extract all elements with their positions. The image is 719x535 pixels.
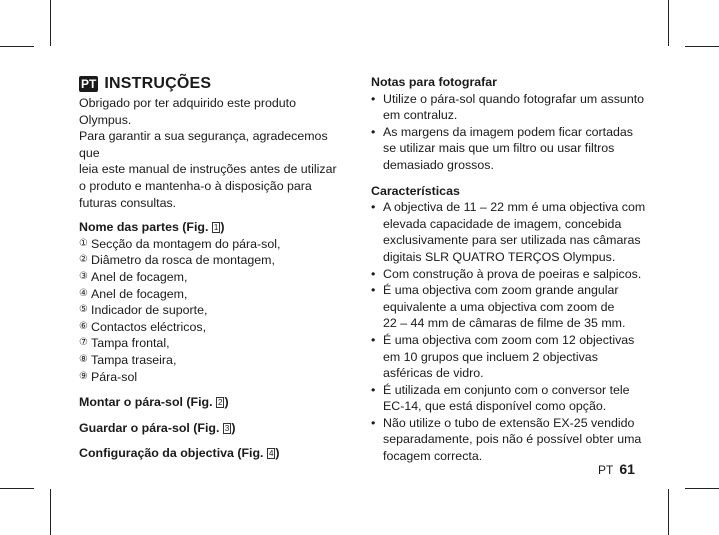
feature-line: A objectiva de 11 – 22 mm é uma objectiva com <box>383 200 646 215</box>
store-hood-heading <box>79 420 351 437</box>
part-label: Anel de focagem, <box>91 286 188 301</box>
lens-config-heading-close: ) <box>275 446 280 461</box>
feature-line: Com construção à prova de poeiras e salpicos. <box>383 266 642 281</box>
intro-line: Para garantir a sua segurança, agradecemos que <box>79 129 328 160</box>
feature-item <box>371 382 647 415</box>
intro-line: leia este manual de instruções antes de utilizar <box>79 162 337 177</box>
note-line: em contraluz. <box>383 108 458 123</box>
part-number: ① <box>79 237 88 249</box>
crop-mark <box>668 0 669 46</box>
title-row <box>79 74 351 94</box>
part-number: ⑨ <box>79 370 88 382</box>
intro-paragraph <box>79 95 351 211</box>
feature-line: É utilizada em conjunto com o conversor tele <box>383 382 630 397</box>
part-label: Tampa traseira, <box>91 352 177 367</box>
fig-ref-1: 1 <box>213 223 219 233</box>
features-list <box>371 199 647 465</box>
page-title: INSTRUÇÕES <box>104 74 212 92</box>
feature-line: em 10 grupos que incluem 2 objectivas <box>383 349 598 364</box>
feature-line: exclusivamente para ser utilizada nas câmaras <box>383 233 641 248</box>
fig-ref-2: 2 <box>218 398 223 408</box>
feature-line: separadamente, pois não é possível obter uma <box>383 432 642 447</box>
fig-ref-4: 4 <box>268 449 274 459</box>
part-label: Diâmetro da rosca de montagem, <box>91 253 275 268</box>
feature-item <box>371 266 647 283</box>
feature-line: asféricas de vidro. <box>383 366 484 381</box>
part-label: Secção da montagem do pára-sol, <box>91 236 281 251</box>
bullet-mark: • <box>371 124 376 139</box>
crop-mark <box>50 0 51 46</box>
part-item <box>79 369 351 386</box>
crop-mark <box>685 488 719 489</box>
part-number: ④ <box>79 287 88 299</box>
left-column <box>79 74 351 462</box>
note-line: se utilizar mais que um filtro ou usar filtros <box>383 141 615 156</box>
crop-mark <box>0 488 34 489</box>
feature-item <box>371 415 647 465</box>
feature-line: É uma objectiva com zoom grande angular <box>383 283 619 298</box>
feature-line: equivalente a uma objectiva com zoom de <box>383 299 615 314</box>
crop-mark <box>668 489 669 535</box>
feature-item <box>371 199 647 265</box>
part-number: ⑤ <box>79 304 88 316</box>
page-footer <box>598 461 635 477</box>
intro-line: Obrigado por ter adquirido este produto Olympus. <box>79 96 296 127</box>
bullet-mark: • <box>371 266 376 281</box>
lens-config-heading <box>79 445 351 462</box>
parts-list <box>79 236 351 385</box>
feature-item <box>371 332 647 382</box>
part-label: Indicador de suporte, <box>91 303 208 318</box>
notes-list <box>371 91 647 174</box>
crop-mark <box>50 489 51 535</box>
bullet-mark: • <box>371 332 376 347</box>
bullet-mark: • <box>371 200 376 215</box>
feature-line: EC-14, que está disponível como opção. <box>383 399 607 414</box>
part-number: ⑧ <box>79 353 88 365</box>
note-line: demasiado grossos. <box>383 157 494 172</box>
part-item <box>79 319 351 336</box>
feature-line: Não utilize o tubo de extensão EX-25 vendido <box>383 415 635 430</box>
feature-line: digitais SLR QUATRO TERÇOS Olympus. <box>383 249 616 264</box>
part-item <box>79 236 351 253</box>
footer-language: PT <box>598 463 614 477</box>
mount-hood-heading <box>79 394 351 411</box>
page-number: 61 <box>619 461 635 477</box>
language-badge: PT <box>81 77 97 91</box>
notes-heading: Notas para fotografar <box>371 75 497 89</box>
features-heading: Características <box>371 183 460 198</box>
feature-line: elevada capacidade de imagem, concebida <box>383 216 622 231</box>
part-number: ③ <box>79 270 88 282</box>
feature-line: focagem correcta. <box>383 449 483 464</box>
bullet-mark: • <box>371 382 376 397</box>
parts-heading-text: Nome das partes (Fig. <box>79 220 209 235</box>
store-hood-heading-text: Guardar o pára-sol (Fig. <box>79 420 220 435</box>
note-item <box>371 124 647 174</box>
right-column <box>371 74 647 465</box>
bullet-mark: • <box>371 283 376 298</box>
part-label: Anel de focagem, <box>91 269 188 284</box>
part-number: ⑦ <box>79 337 88 349</box>
note-item <box>371 91 647 124</box>
mount-hood-heading-close: ) <box>224 395 229 410</box>
feature-line: É uma objectiva com zoom com 12 objectivas <box>383 332 635 347</box>
part-item <box>79 269 351 286</box>
note-line: As margens da imagem podem ficar cortadas <box>383 124 633 139</box>
part-item <box>79 252 351 269</box>
bullet-mark: • <box>371 91 376 106</box>
part-item <box>79 335 351 352</box>
note-line: Utilize o pára-sol quando fotografar um assunto <box>383 91 645 106</box>
store-hood-heading-close: ) <box>231 420 236 435</box>
crop-mark <box>685 46 719 47</box>
part-item <box>79 302 351 319</box>
part-item <box>79 286 351 303</box>
fig-ref-3: 3 <box>224 423 230 433</box>
feature-item <box>371 282 647 332</box>
intro-line: futuras consultas. <box>79 195 177 210</box>
parts-heading <box>79 219 351 236</box>
part-item <box>79 352 351 369</box>
parts-heading-close: ) <box>220 220 225 235</box>
part-label: Contactos eléctricos, <box>91 319 207 334</box>
feature-line: 22 – 44 mm de câmaras de filme de 35 mm. <box>383 316 626 331</box>
part-number: ② <box>79 254 88 266</box>
part-label: Tampa frontal, <box>91 336 170 351</box>
part-label: Pára-sol <box>91 369 138 384</box>
crop-mark <box>0 46 34 47</box>
part-number: ⑥ <box>79 320 88 332</box>
bullet-mark: • <box>371 415 376 430</box>
intro-line: o produto e mantenha-o à disposição para <box>79 178 312 193</box>
mount-hood-heading-text: Montar o pára-sol (Fig. <box>79 395 213 410</box>
lens-config-heading-text: Configuração da objectiva (Fig. <box>79 446 264 461</box>
